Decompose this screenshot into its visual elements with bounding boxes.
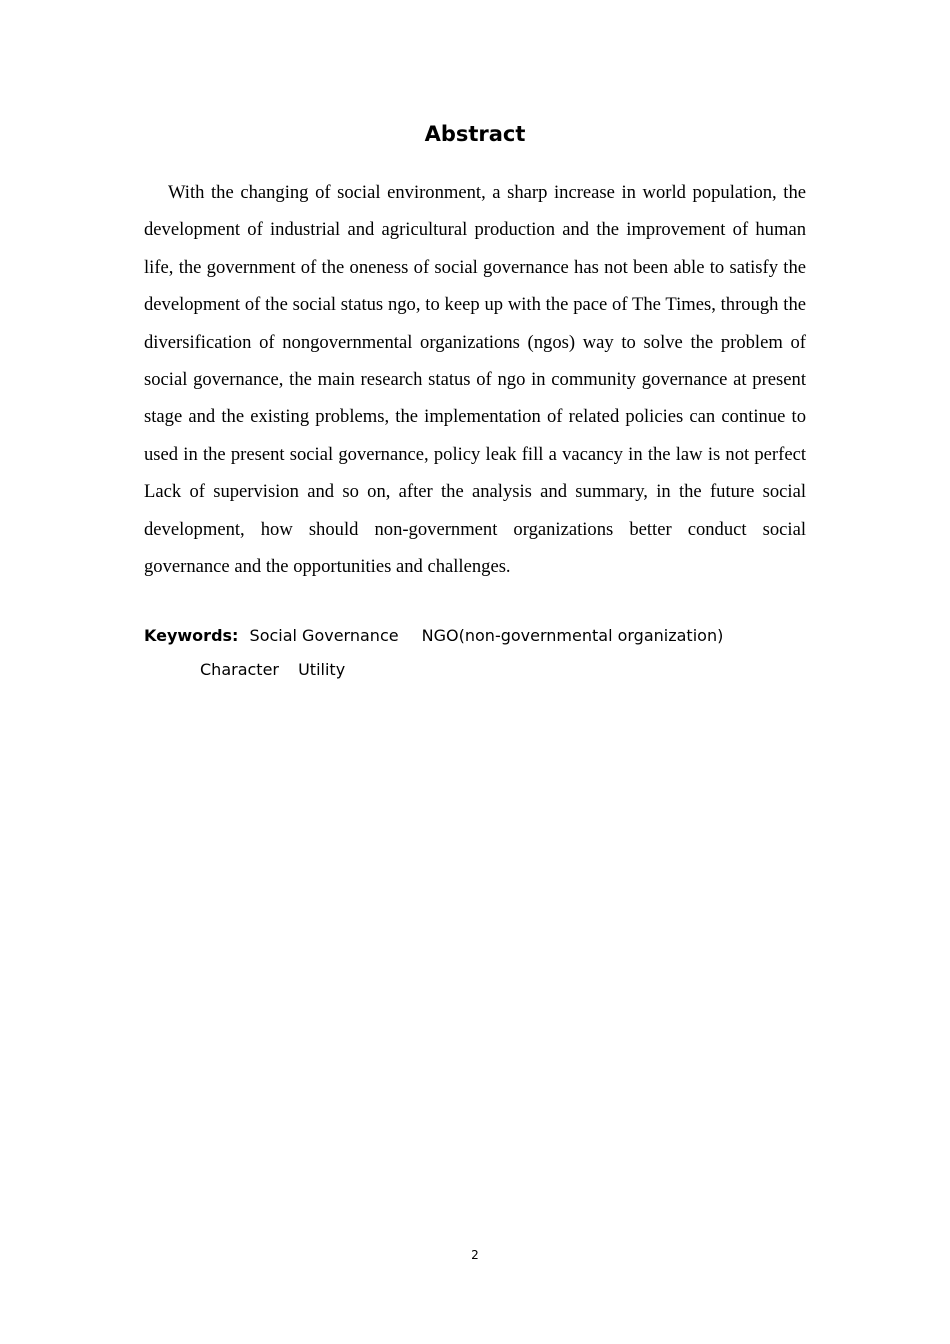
keyword-item: Character: [200, 660, 279, 679]
abstract-paragraph: With the changing of social environment, a sharp increase in world population, the development of industrial and agricultural production and the improvement of human life, the government of the oneness of social governance has not been able to satisfy the development of the social status ngo, to keep up with the pace of The Times, through the diversification of nongovernmental organizations (ngos) way to solve the problem of social governance, the main research status of ngo in community governance at present stage and the existing problems, the implementation of related policies can continue to used in the present social governance, policy leak fill a vacancy in the law is not perfect Lack of supervision and so on, after the analysis and summary, in the future social development, how should non-government organizations better conduct social governance and the opportunities and challenges.: [144, 182, 806, 578]
keywords-line-2: [144, 653, 806, 687]
abstract-title: Abstract: [424, 122, 526, 146]
page-number: 2: [471, 1248, 479, 1262]
keywords-section: [144, 619, 806, 687]
keyword-item: Utility: [298, 660, 346, 679]
keywords-label: Keywords:: [144, 626, 239, 645]
keyword-item: NGO(non-governmental organization): [421, 626, 724, 645]
keyword-item: Social Governance: [249, 626, 399, 645]
